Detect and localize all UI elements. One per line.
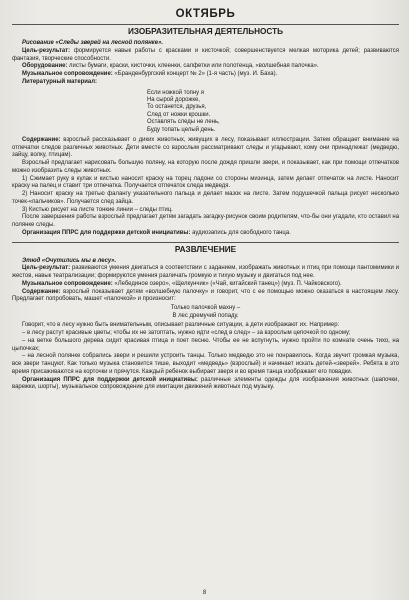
- poem-line: Буду топать целый день.: [147, 126, 216, 133]
- bullet-paragraph: – на ветке большого дерева сидит красивая птица и поет песню. Чтобы ее не вспугнуть, нужно пройти по комнате очень тихо, на цыпочках;: [12, 337, 399, 352]
- content-label: Содержание:: [22, 136, 61, 143]
- poem-line: То останется, друзья,: [147, 104, 207, 111]
- organization-paragraph: [12, 230, 399, 238]
- literature-label: Литературный материал:: [22, 78, 97, 85]
- body-paragraph: Говорит, что в лесу нужно быть внимательным, описывает различные ситуации, а дети изображают их. Например:: [22, 322, 340, 329]
- goal-paragraph: [12, 265, 399, 281]
- bullet-paragraph: – на лесной полянке собрались звери и решили устроить танцы. Только медведю это не понравилось. Когда звучит громкая музыка, все звери танцуют. Как только музыка становится тише, выходит «медведь» (взрослый) и начинает искать детей-«зверей». Ребята в это время присаживаются на корточки и прячутся. Каждый ребенок выбирает зверя и во время танца изображает его повадки.: [12, 353, 399, 375]
- lesson-topic: [12, 40, 399, 48]
- music-paragraph: [12, 281, 399, 289]
- content-text: взрослый рассказывает о диких животных, живущих в лесу, показывает иллюстрации. Затем обращает внимание на отпечатки следов различных животных. Дети вместе со взрослым рассматривают следы и угадывают, кому они принадлежат (медведю, зайцу, волку, птицам).: [12, 136, 399, 159]
- goal-text: развиваются умения двигаться в соответствии с заданием, изображать животных и птиц при помощи пантомимики и жестов, навык театрализации; формируются умения различать громкую и тихую музыку и двигаться под нее.: [12, 265, 399, 280]
- goal-text: формируется навык работы с красками и кисточкой; совершенствуется мелкая моторика детей; развиваются фантазия, творческие способности.: [12, 47, 399, 62]
- content-paragraph: [12, 137, 399, 160]
- page-number: 8: [202, 590, 207, 596]
- equipment-text: листы бумаги, краски, кисточки, клеенки, салфетки или полотенца, «волшебная палочка».: [67, 63, 319, 70]
- topic-text: Рисование «Следы зверей на лесной полянке».: [22, 40, 164, 46]
- content-paragraph: [12, 289, 399, 305]
- poem-line: На сырой дорожке,: [147, 96, 200, 103]
- goal-paragraph: [12, 48, 399, 64]
- spell-line: Только палочкой махну –: [170, 305, 241, 312]
- body-paragraph: Взрослый предлагает нарисовать большую поляну, на которую после дождя пришли звери, и показывает, как при помощи отпечатков можно изобразить следы животных.: [12, 160, 399, 174]
- month-heading: ОКТЯБРЬ: [175, 8, 236, 20]
- music-text: «Бранденбургский концерт № 2» (1-я часть) (муз. И. Баха).: [112, 71, 278, 77]
- topic-text: Этюд «Очутились мы в лесу».: [22, 257, 117, 264]
- poem: [147, 90, 399, 134]
- lesson-topic: [12, 258, 399, 266]
- section-title-entertainment: РАЗВЛЕЧЕНИЕ: [174, 244, 237, 254]
- spell-line: В лес дремучий попаду.: [172, 312, 239, 319]
- organization-paragraph: [12, 377, 399, 393]
- content-text: взрослый показывает детям «волшебную палочку» и говорит, что с ее помощью можно оказаться в настоящем лесу. Предлагает попробовать, машет «палочкой» и произносит:: [12, 288, 399, 303]
- body-paragraph: После завершения работы взрослый предлагает детям загадать загадку-рисунок своим родителям, что-бы они угадали, кто оставил на полянке следы.: [12, 214, 399, 229]
- step-paragraph: 1) Сжимает руку в кулак и кистью наносит краску на торец ладони со стороны мизинца, затем делает отпечаток на листе. Наносит краску на палец и ставит три отпечатка. Получается отпечаток следа медведя.: [12, 175, 399, 190]
- goal-label: Цель-результат:: [22, 47, 71, 54]
- section-title-art: ИЗОБРАЗИТЕЛЬНАЯ ДЕЯТЕЛЬНОСТЬ: [127, 27, 284, 36]
- music-label: Музыкальное сопровождение:: [22, 280, 113, 287]
- equipment-label: Оборудование:: [22, 63, 68, 70]
- organization-text: аудиозапись для свободного танца.: [190, 229, 291, 236]
- spell-verse: [12, 305, 399, 320]
- equipment-paragraph: [12, 63, 399, 71]
- organization-text: различные элементы одежды для изображения животных (шапочки, варежки, шорты), музыкальное сопровождение для имитации движений животных под музыку.: [12, 376, 399, 391]
- bullet-paragraph: – в лесу растут красивые цветы; чтобы их не затоптать, нужно идти «след в след» – за взрослым цепочкой по одному;: [22, 330, 351, 337]
- poem-line: След от ножки крошки.: [147, 111, 211, 118]
- music-text: «Лебединое озеро», «Щелкунчик» («Чай, китайский танец») (муз. П. Чайковского).: [112, 280, 342, 287]
- step-paragraph: 2) Наносит краску на третью фалангу указательного пальца и делает мазок на листе. Затем подушечкой пальца рисует несколько точек-«пальчиков». Получается след зайца.: [12, 191, 399, 205]
- section-divider: [12, 24, 399, 25]
- poem-line: Если ножкой топну я: [147, 89, 204, 96]
- organization-label: Организация ППРС для поддержки детской инициативы:: [22, 376, 198, 383]
- music-paragraph: [12, 71, 399, 79]
- music-label: Музыкальное сопровождение:: [22, 71, 113, 77]
- poem-line: Оставлять следы не лень,: [147, 119, 220, 126]
- step-paragraph: 3) Кистью рисует на листе тонкие линии – следы птиц.: [22, 206, 173, 213]
- literature-paragraph: [12, 79, 399, 87]
- content-label: Содержание:: [22, 288, 61, 295]
- organization-label: Организация ППРС для поддержки детской инициативы:: [22, 229, 191, 236]
- goal-label: Цель-результат:: [22, 265, 71, 272]
- section-divider: [12, 242, 399, 243]
